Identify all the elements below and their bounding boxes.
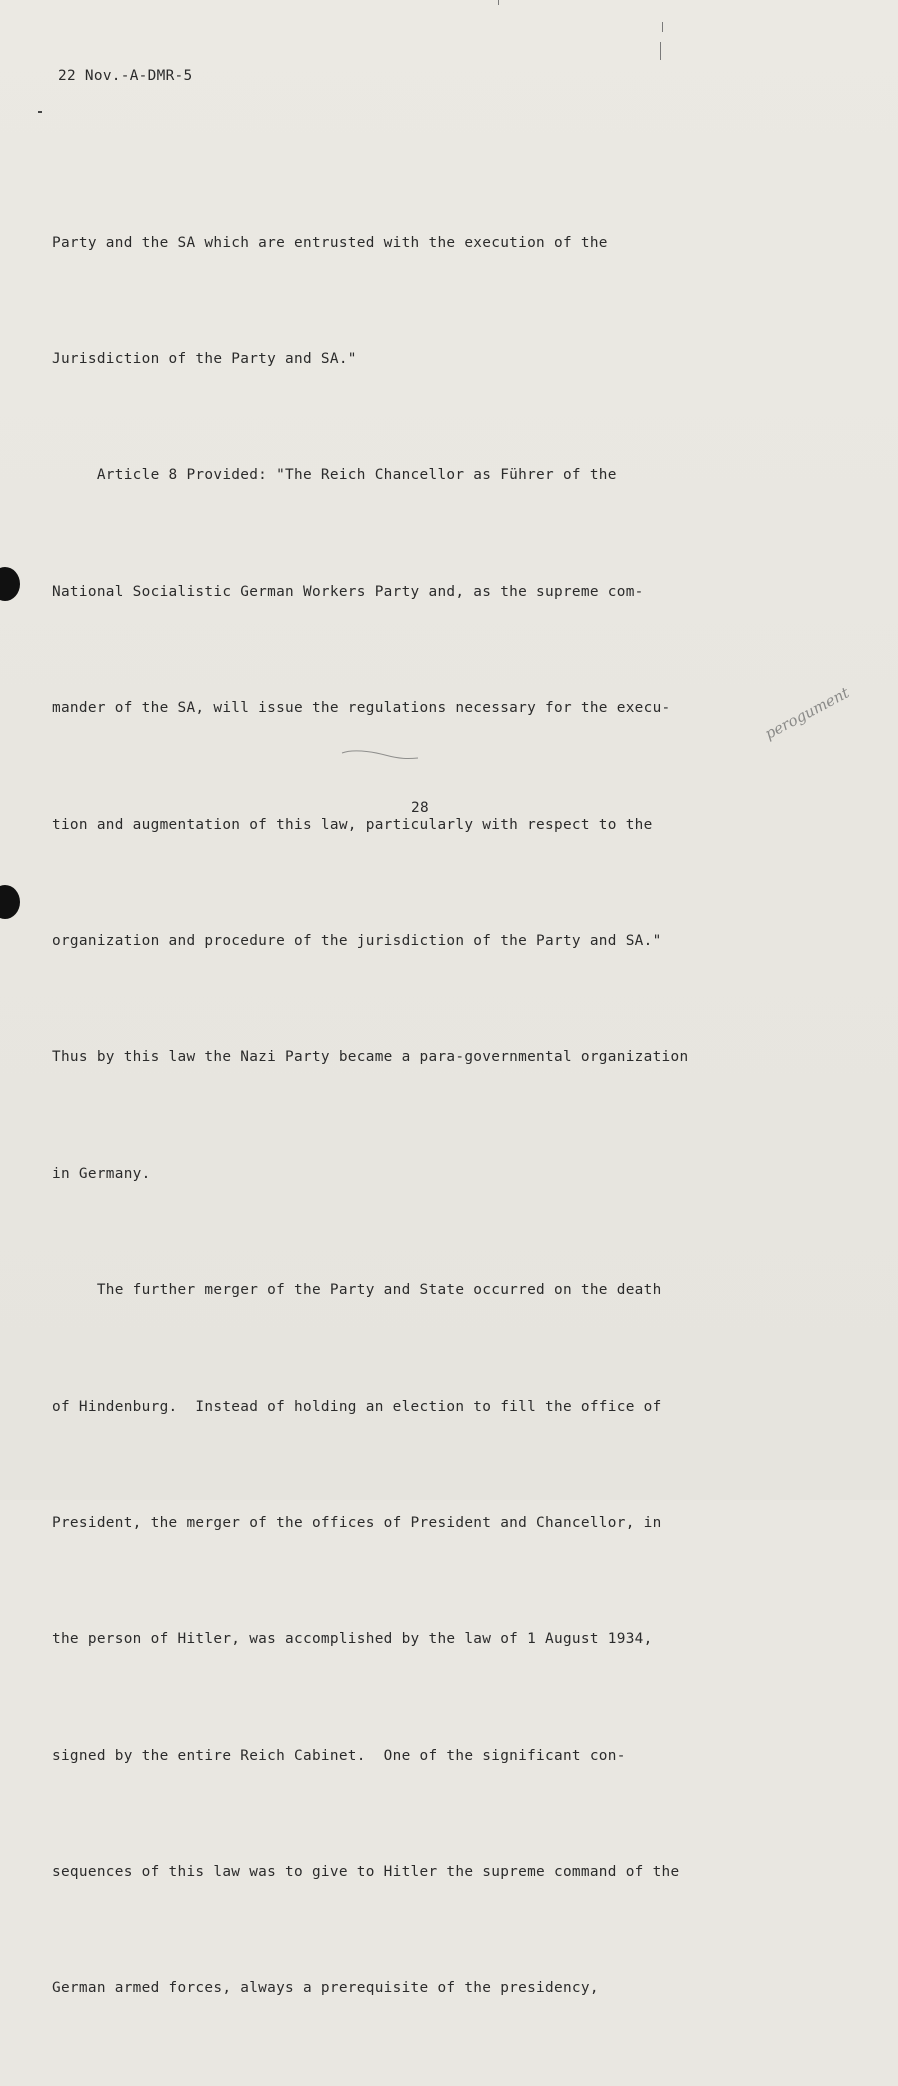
text-line: signed by the entire Reich Cabinet. One of the significant con- (52, 1747, 626, 1764)
handwritten-margin-note: perogument (761, 683, 853, 743)
pencil-underline (340, 748, 420, 762)
document-reference: 22 Nov.-A-DMR-5 (58, 68, 193, 84)
edge-mark (498, 0, 499, 5)
text-line: mander of the SA, will issue the regulations necessary for the execu- (52, 700, 671, 717)
body-text (52, 146, 688, 2086)
text-line: Jurisdiction of the Party and SA." (52, 350, 357, 367)
text-line: National Socialistic German Workers Party and, as the supreme com- (52, 583, 644, 600)
page-number: 28 (411, 800, 429, 816)
text-line: of Hindenburg. Instead of holding an election to fill the office of (52, 1398, 662, 1415)
text-line: The further merger of the Party and State occurred on the death (52, 1282, 662, 1299)
text-line: organization and procedure of the jurisdiction of the Party and SA." (52, 932, 662, 949)
text-line: tion and augmentation of this law, particularly with respect to the (52, 816, 653, 833)
text-line: in Germany. (52, 1165, 151, 1182)
text-line: Thus by this law the Nazi Party became a para-governmental organization (52, 1049, 689, 1066)
text-line: German armed forces, always a prerequisite of the presidency, (52, 1980, 599, 1997)
text-line: President, the merger of the offices of President and Chancellor, in (52, 1514, 662, 1531)
text-line: the person of Hitler, was accomplished by the law of 1 August 1934, (52, 1631, 653, 1648)
stray-mark (38, 111, 42, 113)
punch-hole (0, 567, 20, 601)
text-line: sequences of this law was to give to Hitler the supreme command of the (52, 1864, 680, 1881)
punch-hole (0, 885, 20, 919)
text-line: Article 8 Provided: "The Reich Chancellor as Führer of the (52, 467, 617, 484)
text-line: Party and the SA which are entrusted with the execution of the (52, 234, 608, 251)
edge-mark (662, 22, 663, 32)
edge-mark (660, 42, 661, 60)
